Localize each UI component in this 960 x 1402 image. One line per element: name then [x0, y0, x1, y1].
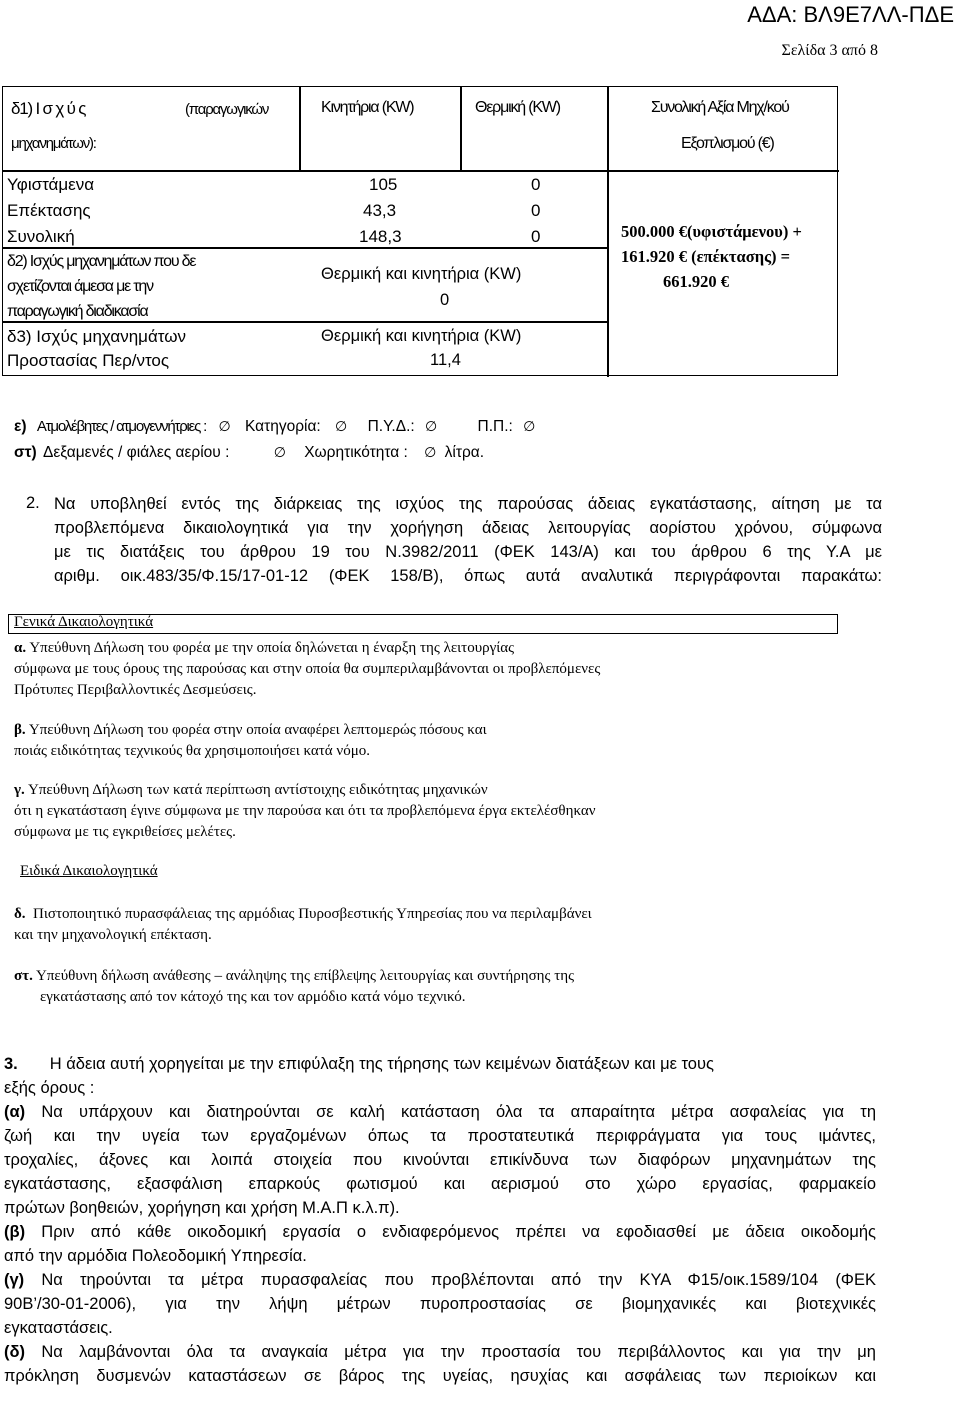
section-3	[4, 1052, 876, 1388]
row-total-kinetic: 148,3	[359, 227, 402, 246]
d3-label-2: Προστασίας Περ/ντος	[7, 351, 170, 370]
epsilon-label: ε)	[14, 418, 27, 435]
empty-set-symbol: ∅	[218, 419, 231, 435]
row-extension-thermal: 0	[531, 201, 541, 220]
liters-label: λίτρα.	[444, 444, 485, 461]
header-delta1-sub: (παραγωγικών	[185, 101, 269, 118]
text-line: Η άδεια αυτή χορηγείται με την επιφύλαξη της τήρησης των κειμένων διατάξεων και με τους	[49, 1055, 714, 1073]
item-label: δ.	[14, 906, 26, 922]
divider	[3, 170, 839, 172]
text-line: πρόκληση δυσμενών καταστάσεων σε βάρος της υγείας, ησυχίας και ασφάλειας των περιοίκων και	[4, 1367, 876, 1385]
row-extension-kinetic: 43,3	[363, 201, 397, 220]
text-line: Πρότυπες Περιβαλλοντικές Δεσμεύσεις.	[14, 682, 257, 698]
general-docs-title: Γενικά Δικαιολογητικά	[14, 614, 154, 630]
header-total-value: Συνολική Αξία Μηχ/κού	[651, 99, 789, 116]
header-delta1: δ1) Ι σ χ ύ ς	[11, 99, 86, 118]
row-extension-label: Επέκτασης	[7, 201, 91, 220]
text-line: Να τηρούνται τα μέτρα πυρασφαλείας που προβλέπονται από την ΚΥΑ Φ15/οικ.1589/104 (ΦΕΚ	[41, 1271, 876, 1289]
total-value-line-3: 661.920 €	[663, 272, 729, 291]
text-line: με τις διατάξεις του άρθρου 19 του Ν.3982/2011 (ΦΕΚ 143/Α) και του άρθρου 6 της Υ.Α με	[54, 543, 882, 561]
pyd-label: Π.Υ.Δ.:	[367, 418, 415, 435]
text-line: Να λαμβάνονται όλα τα αναγκαία μέτρα για την προστασία του περιβάλλοντος και για την μη	[41, 1343, 876, 1361]
d2-label-3: παραγωγική διαδικασία	[7, 303, 148, 320]
tanks-line	[14, 444, 484, 462]
total-value-line-2: 161.920 € (επέκτασης) =	[621, 247, 791, 266]
text-line: Υπεύθυνη Δήλωση των κατά περίπτωση αντίστοιχης ειδικότητας μηχανικών	[27, 782, 488, 798]
header-delta1-cont: μηχανημάτων):	[11, 135, 96, 152]
text-line: Πριν από κάθε οικοδομική εργασία ο ενδιαφερόμενος πρέπει να εφοδιασθεί με άδεια οικοδομής	[41, 1223, 876, 1241]
header-kinetic: Κινητήρια (KW)	[321, 99, 414, 116]
divider	[3, 247, 607, 249]
text-line: αριθμ. οικ.483/35/Φ.15/17-01-12 (ΦΕΚ 158/Β), όπως αυτά αναλυτικά περιγράφονται παρακάτω:	[54, 567, 882, 585]
empty-set-symbol: ∅	[273, 445, 286, 461]
item-label: α.	[14, 640, 27, 656]
text-line: Υπεύθυνη Δήλωση του φορέα με την οποία δηλώνεται η έναρξη της λειτουργίας	[29, 640, 515, 656]
text-line: ζωή και την υγεία των εργαζομένων όπως τα προστατευτικά περιφράγματα για τους ιμάντες,	[4, 1127, 876, 1145]
text-line: από την αρμόδια Πολεοδομική Υπηρεσία.	[4, 1247, 307, 1265]
item-label: β.	[14, 722, 26, 738]
ada-code: ΑΔΑ: ΒΛ9Ε7ΛΛ-ΠΔΕ	[747, 2, 954, 27]
empty-set-symbol: ∅	[424, 445, 437, 461]
row-existing-kinetic: 105	[369, 175, 398, 194]
section-2-number: 2.	[26, 494, 40, 512]
item-label: γ.	[14, 782, 25, 798]
divider	[607, 87, 609, 377]
st-label: στ)	[14, 444, 37, 461]
divider	[299, 87, 301, 172]
boilers-line	[14, 418, 535, 436]
category-label: Κατηγορία:	[244, 418, 321, 435]
tanks-text: Δεξαμενές / φιάλες αερίου :	[43, 444, 230, 461]
text-line: εξής όρους :	[4, 1079, 95, 1097]
header-total-value-cont: Εξοπλισμού (€)	[681, 135, 774, 152]
term-c-label: (γ)	[4, 1271, 25, 1289]
row-total-label: Συνολική	[7, 227, 75, 246]
text-line: τροχαλίες, άξονες και λοιπά στοιχεία που κινούνται επικίνδυνα των διαφόρων μηχανημάτων της	[4, 1151, 876, 1169]
text-line: ποιάς ειδικότητας τεχνικούς θα χρησιμοποιήσει κατά νόμο.	[14, 743, 370, 759]
term-d-label: (δ)	[4, 1343, 25, 1361]
text-line: Υπεύθυνη Δήλωση του φορέα στην οποία αναφέρει λεπτομερώς πόσους και	[28, 722, 487, 738]
boilers-text: Ατμολέβητες / ατμογεννήτριες :	[36, 418, 207, 435]
d2-label-2: σχετίζονται άμεσα με την	[7, 278, 153, 295]
special-item-st	[14, 966, 574, 1008]
row-existing-thermal: 0	[531, 175, 541, 194]
capacity-label: Χωρητικότητα :	[304, 444, 408, 461]
empty-set-symbol: ∅	[335, 419, 348, 435]
text-line: σύμφωνα με τους όρους της παρούσας και στην οποία θα συμπεριλαμβάνονται οι προβλεπόμενες	[14, 661, 601, 677]
pp-label: Π.Π.:	[477, 418, 513, 435]
text-line: ότι η εγκατάσταση έγινε σύμφωνα με την παρούσα και ότι τα προβλεπόμενα έργα εκτελέσθηκαν	[14, 803, 596, 819]
text-line: Πιστοποιητικό πυρασφάλειας της αρμόδιας Πυροσβεστικής Υπηρεσίας που να περιλαμβάνει	[33, 906, 592, 922]
power-table	[2, 86, 838, 376]
page-number: Σελίδα 3 από 8	[781, 42, 878, 59]
item-label: στ.	[14, 968, 33, 984]
empty-set-symbol: ∅	[523, 419, 536, 435]
text-line: εγκατάστασης από τον κάτοχό της και τον αρμόδιο κατά νόμο τεχνικό.	[40, 989, 466, 1005]
text-line: εγκαταστάσεις.	[4, 1319, 113, 1337]
text-line: πρώτων βοηθειών, χορήγηση και χρήση Μ.Α.Π κ.λ.π).	[4, 1199, 400, 1217]
section-2-text	[54, 492, 882, 588]
row-existing-label: Υφιστάμενα	[7, 175, 95, 194]
general-item-b	[14, 720, 487, 762]
divider	[460, 87, 462, 172]
term-a-label: (α)	[4, 1103, 26, 1121]
general-item-a	[14, 638, 600, 701]
d2-header: Θερμική και κινητήρια (KW)	[321, 265, 522, 283]
term-b-label: (β)	[4, 1223, 26, 1241]
text-line: Υπεύθυνη δήλωση ανάθεσης – ανάληψης της επίβλεψης λειτουργίας και συντήρησης της	[36, 968, 575, 984]
text-line: 90Β’/30-01-2006), για την λήψη μέτρων πυροπροστασίας σε βιομηχανικές και βιοτεχνικές	[4, 1295, 876, 1313]
d3-label-1: δ3) Ισχύς μηχανημάτων	[7, 327, 187, 346]
row-total-thermal: 0	[531, 227, 541, 246]
special-item-d	[14, 904, 592, 946]
general-item-c	[14, 780, 596, 843]
d2-label-1: δ2) Ισχύς μηχανημάτων που δε	[7, 253, 196, 270]
special-docs-title: Ειδικά Δικαιολογητικά	[20, 863, 158, 879]
empty-set-symbol: ∅	[425, 419, 438, 435]
text-line: Να υποβληθεί εντός της διάρκειας της ισχύος της παρούσας άδειας εγκατάστασης, αίτηση με τα	[54, 495, 882, 513]
section-3-number: 3.	[4, 1055, 18, 1073]
text-line: σύμφωνα με τις εγκριθείσες μελέτες.	[14, 824, 236, 840]
text-line: προβλεπόμενα δικαιολογητικά για την χορήγηση άδειας λειτουργίας αορίστου χρόνου, σύμφωνα	[54, 519, 882, 537]
text-line: εγκατάστασης, εξασφάλιση επαρκούς φωτισμού και αερισμού στο χώρο εργασίας, φαρμακείο	[4, 1175, 876, 1193]
d3-value: 11,4	[430, 351, 461, 369]
total-value-line-1: 500.000 €(υφιστάμενου) +	[621, 222, 802, 241]
text-line: Να υπάρχουν και διατηρούνται σε καλή κατάσταση όλα τα απαραίτητα μέτρα ασφαλείας για τη	[41, 1103, 876, 1121]
text-line: και την μηχανολογική επέκταση.	[14, 927, 212, 943]
d2-value: 0	[440, 291, 450, 309]
header-thermal: Θερμική (KW)	[475, 99, 560, 116]
d3-header: Θερμική και κινητήρια (KW)	[321, 327, 522, 345]
